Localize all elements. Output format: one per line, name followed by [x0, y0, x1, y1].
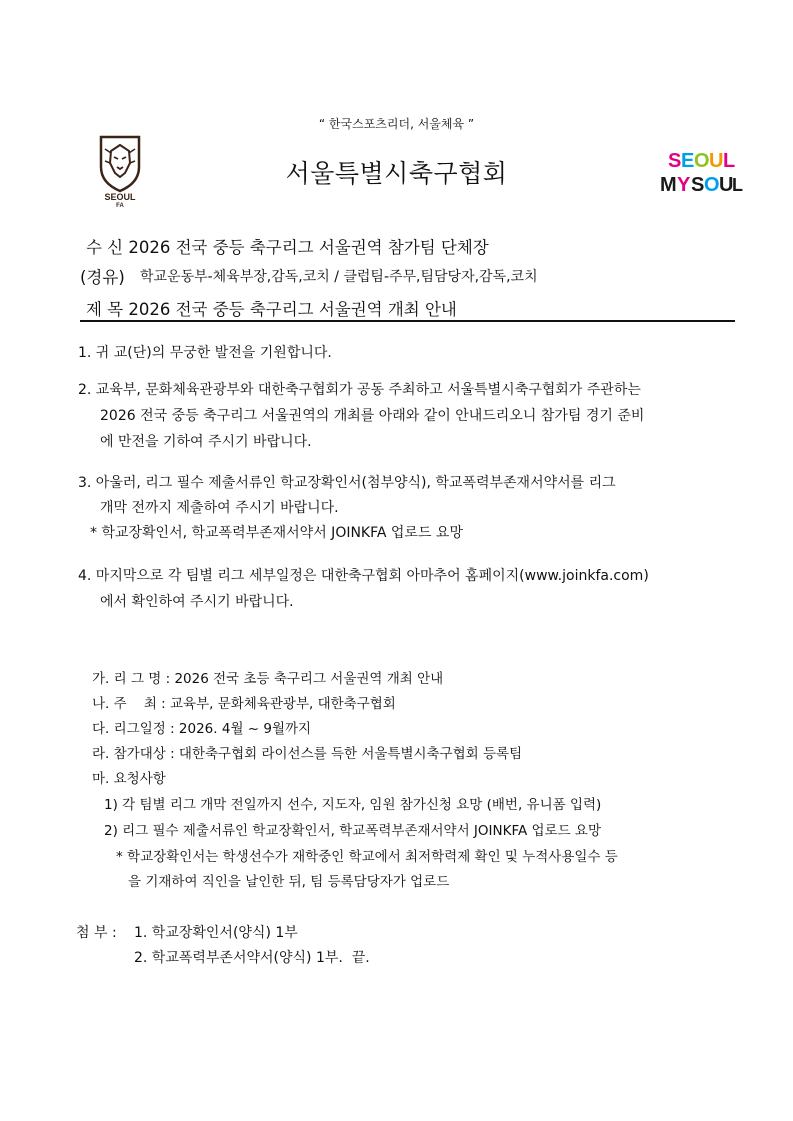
paragraph-4-line-1: 4. 마지막으로 각 팀별 리그 세부일정은 대한축구협회 아마추어 홈페이지(www.joinkfa.com) — [78, 568, 649, 584]
paragraph-3-note: * 학교장확인서, 학교폭력부존재서약서 JOINKFA 업로드 요망 — [90, 525, 463, 541]
attachments-label: 첨 부 : — [76, 925, 117, 941]
paragraph-4-line-2: 에서 확인하여 주시기 바랍니다. — [100, 594, 294, 610]
request-note-line-2: 을 기재하여 직인을 날인한 뒤, 팀 등록담당자가 업로드 — [128, 874, 450, 890]
svg-text:O: O — [694, 150, 710, 172]
attachment-item-1: 1. 학교장확인서(양식) 1부 — [134, 925, 298, 941]
svg-text:S: S — [691, 174, 705, 196]
detail-participants: 라. 참가대상 : 대한축구협회 라이선스를 득한 서울특별시축구협회 등록팀 — [92, 746, 523, 762]
svg-text:M: M — [660, 174, 677, 196]
slogan: “ 한국스포츠리더, 서울체육 ” — [318, 117, 475, 131]
detail-league-name: 가. 리 그 명 : 2026 전국 초등 축구리그 서울권역 개최 안내 — [92, 671, 444, 687]
via-label: (경유) — [80, 268, 125, 287]
via-line: 학교운동부-체육부장,감독,코치 / 클럽팀-주무,팀담당자,감독,코치 — [140, 269, 538, 285]
request-item-2: 2) 리그 필수 제출서류인 학교장확인서, 학교폭력부존재서약서 JOINKFA 업로드 요망 — [104, 823, 602, 839]
seoul-my-soul-logo — [658, 147, 743, 196]
svg-text:Y: Y — [677, 174, 691, 196]
subject-line: 제 목 2026 전국 중등 축구리그 서울권역 개최 안내 — [86, 300, 457, 319]
paragraph-3-line-2: 개막 전까지 제출하여 주시기 바랍니다. — [100, 500, 339, 516]
svg-text:U: U — [709, 150, 724, 172]
paragraph-2-line-3: 에 만전을 기하여 주시기 바랍니다. — [100, 434, 312, 450]
svg-text:O: O — [704, 174, 720, 196]
detail-schedule: 다. 리그일정 : 2026. 4월 ~ 9월까지 — [92, 721, 312, 737]
organization-name: 서울특별시축구협회 — [285, 159, 508, 188]
fa-logo-text: SEOUL — [104, 192, 136, 202]
paragraph-2-line-1: 2. 교육부, 문화체육관광부와 대한축구협회가 공동 주최하고 서울특별시축구협회가 주관하는 — [78, 382, 641, 398]
svg-text:E: E — [681, 150, 695, 172]
paragraph-3-line-1: 3. 아울러, 리그 필수 제출서류인 학교장확인서(첨부양식), 학교폭력부존재서약서를 리그 — [78, 475, 616, 491]
svg-text:S: S — [668, 150, 682, 172]
recipient-line: 수 신 2026 전국 중등 축구리그 서울권역 참가팀 단체장 — [86, 238, 489, 257]
paragraph-1: 1. 귀 교(단)의 무궁한 발전을 기원합니다. — [78, 345, 332, 361]
detail-host: 나. 주 최 : 교육부, 문화체육관광부, 대한축구협회 — [92, 696, 396, 712]
fa-logo-sub: FA — [116, 203, 124, 209]
paragraph-2-line-2: 2026 전국 중등 축구리그 서울권역의 개최를 아래와 같이 안내드리오니 참가팀 경기 준비 — [100, 408, 645, 424]
svg-text:U: U — [719, 174, 734, 196]
header-divider — [80, 320, 735, 322]
svg-text:L: L — [723, 150, 736, 172]
request-note-line-1: * 학교장확인서는 학생선수가 재학중인 학교에서 최저학력제 확인 및 누적사용일수 등 — [116, 849, 618, 865]
request-item-1: 1) 각 팀별 리그 개막 전일까지 선수, 지도자, 임원 참가신청 요망 (배번, 유니폼 입력) — [104, 797, 602, 813]
attachment-item-2: 2. 학교폭력부존서약서(양식) 1부. 끝. — [134, 950, 370, 966]
detail-requests: 마. 요청사항 — [92, 771, 166, 787]
svg-text:L: L — [732, 175, 743, 195]
